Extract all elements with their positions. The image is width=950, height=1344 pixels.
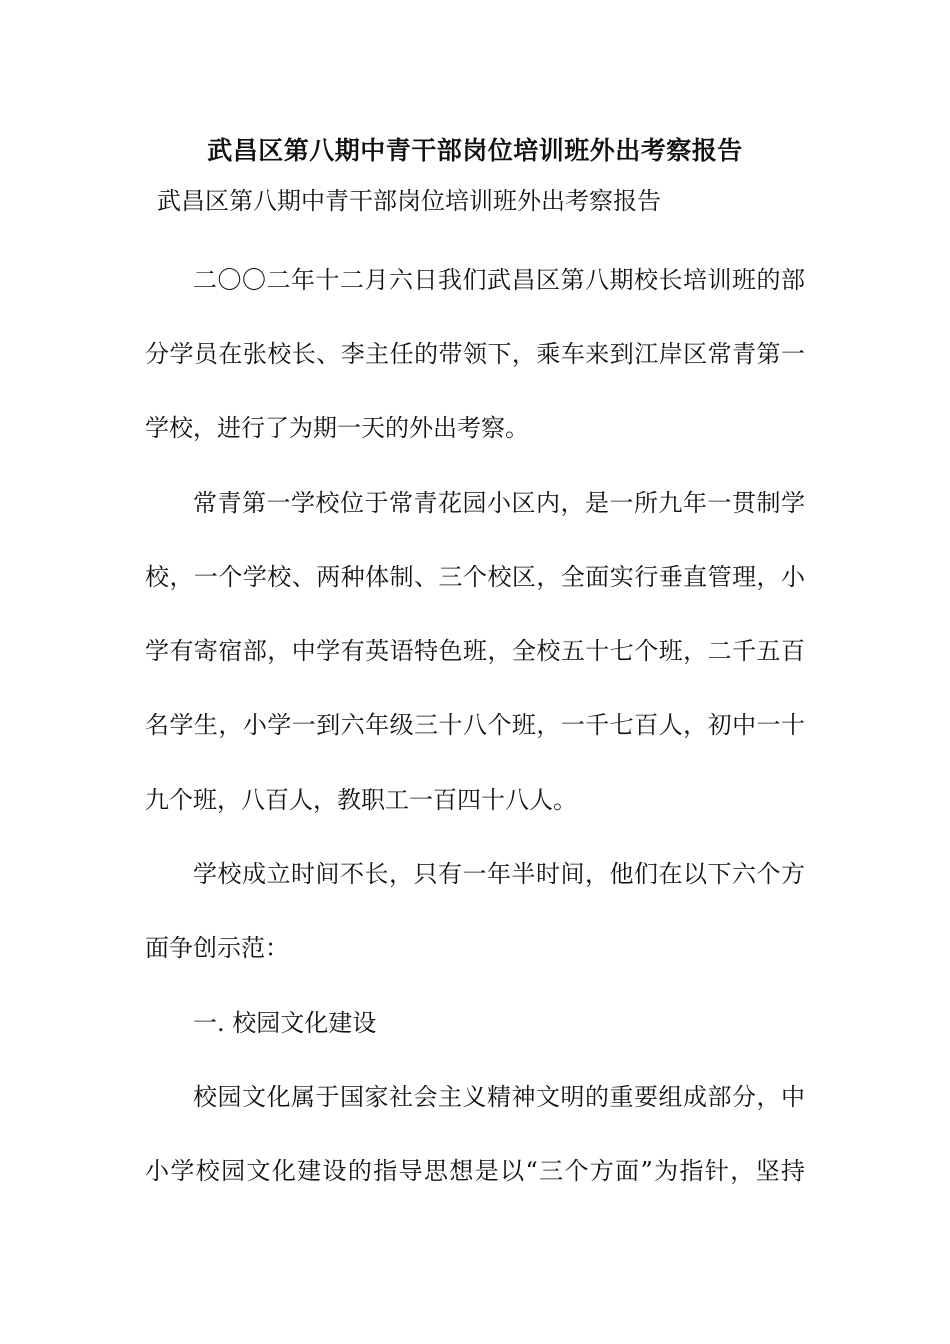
paragraph-2-line-1: 常青第一学校位于常青花园小区内，是一所九年一贯制学	[193, 489, 805, 517]
paragraph-1-line-3: 学校，进行了为期一天的外出考察。	[145, 414, 529, 442]
section-heading-1: 一. 校园文化建设	[193, 1009, 377, 1037]
document-subtitle: 武昌区第八期中青干部岗位培训班外出考察报告	[157, 187, 661, 215]
paragraph-1-line-2: 分学员在张校长、李主任的带领下，乘车来到江岸区常青第一	[145, 340, 805, 368]
paragraph-3-line-2: 面争创示范：	[145, 934, 289, 962]
paragraph-4-line-1: 校园文化属于国家社会主义精神文明的重要组成部分，中	[193, 1083, 805, 1111]
paragraph-1-line-1: 二〇〇二年十二月六日我们武昌区第八期校长培训班的部	[193, 266, 805, 294]
paragraph-2-line-2: 校，一个学校、两种体制、三个校区，全面实行垂直管理，小	[145, 563, 805, 591]
document-title: 武昌区第八期中青干部岗位培训班外出考察报告	[207, 136, 743, 165]
paragraph-2-line-4: 名学生，小学一到六年级三十八个班，一千七百人，初中一十	[145, 711, 805, 739]
paragraph-3-line-1: 学校成立时间不长，只有一年半时间，他们在以下六个方	[193, 860, 805, 888]
paragraph-2-line-3: 学有寄宿部，中学有英语特色班，全校五十七个班，二千五百	[145, 637, 805, 665]
paragraph-2-line-5: 九个班，八百人，教职工一百四十八人。	[145, 786, 577, 814]
paragraph-4-line-2: 小学校园文化建设的指导思想是以“三个方面”为指针，坚持	[145, 1157, 805, 1185]
